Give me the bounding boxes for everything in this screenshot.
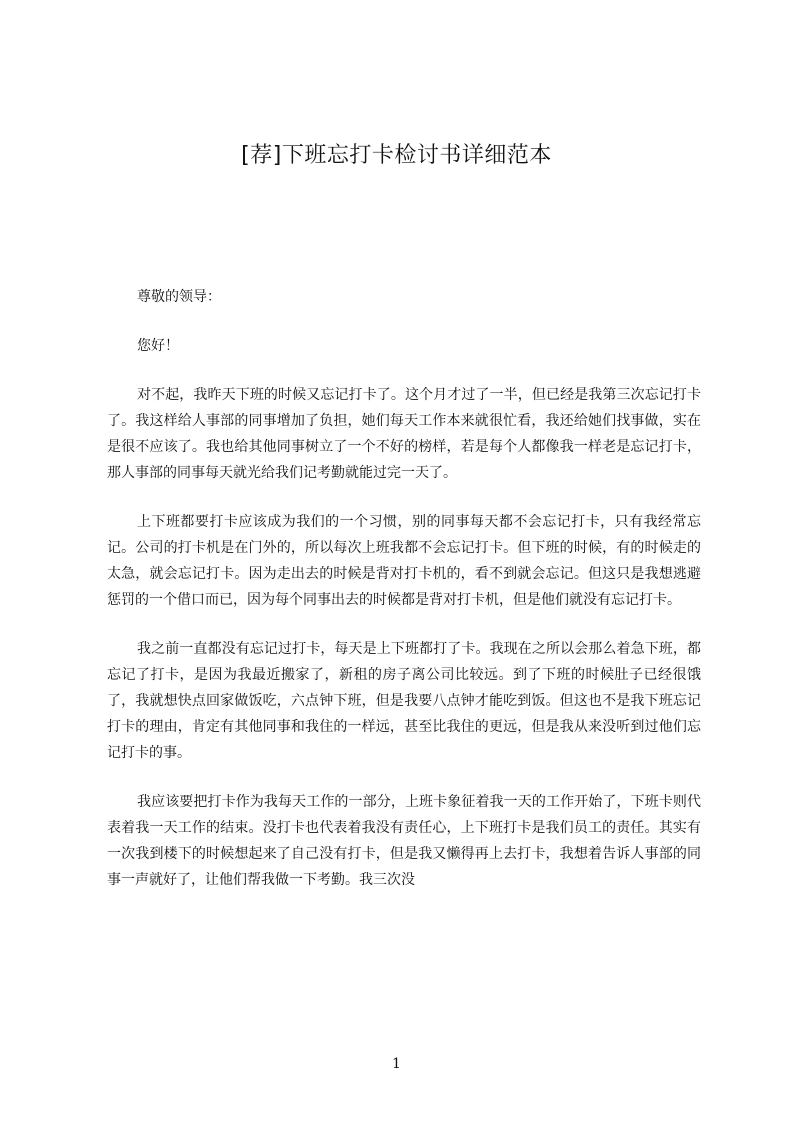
page-number: 1: [392, 1056, 401, 1072]
greeting-line: 尊敬的领导：: [137, 289, 221, 305]
document-title: [荐]下班忘打卡检讨书详细范本: [241, 143, 552, 168]
body-paragraph-3: 我之前一直都没有忘记过打卡，每天是上下班都打了卡。我现在之所以会那么着急下班，都忘记了打卡，是因为我最近搬家了，新租的房子离公司比较远。到了下班的时候肚子已经很饿了，我就想快点回家做饭吃，六点钟下班，但是我要八点钟才能吃到饭。但这也不是我下班忘记打卡的理由，肯定有其他同事和我住的一样远，甚至比我住的更远，但是我从来没听到过他们忘记打卡的事。: [107, 641, 701, 761]
body-paragraph-2: 上下班都要打卡应该成为我们的一个习惯，别的同事每天都不会忘记打卡，只有我经常忘记。公司的打卡机是在门外的，所以每次上班我都不会忘记打卡。但下班的时候，有的时候走的太急，就会忘记打卡。因为走出去的时候是背对打卡机的，看不到就会忘记。但这只是我想逃避惩罚的一个借口而已，因为每个同事出去的时候都是背对打卡机，但是他们就没有忘记打卡。: [107, 514, 701, 608]
document-body: [107, 284, 701, 916]
salutation-line: 您好！: [137, 338, 179, 354]
body-paragraph-1: 对不起，我昨天下班的时候又忘记打卡了。这个月才过了一半，但已经是我第三次忘记打卡了。我这样给人事部的同事增加了负担，她们每天工作本来就很忙看，我还给她们找事做，实在是很不应该了。我也给其他同事树立了一个不好的榜样，若是每个人都像我一样老是忘记打卡，那人事部的同事每天就光给我们记考勤就能过完一天了。: [107, 387, 701, 481]
body-paragraph-4: 我应该要把打卡作为我每天工作的一部分，上班卡象征着我一天的工作开始了，下班卡则代表着我一天工作的结束。没打卡也代表着我没有责任心，上下班打卡是我们员工的责任。其实有一次我到楼下的时候想起来了自己没有打卡，但是我又懒得再上去打卡，我想着告诉人事部的同事一声就好了，让他们帮我做一下考勤。我三次没: [107, 794, 701, 888]
